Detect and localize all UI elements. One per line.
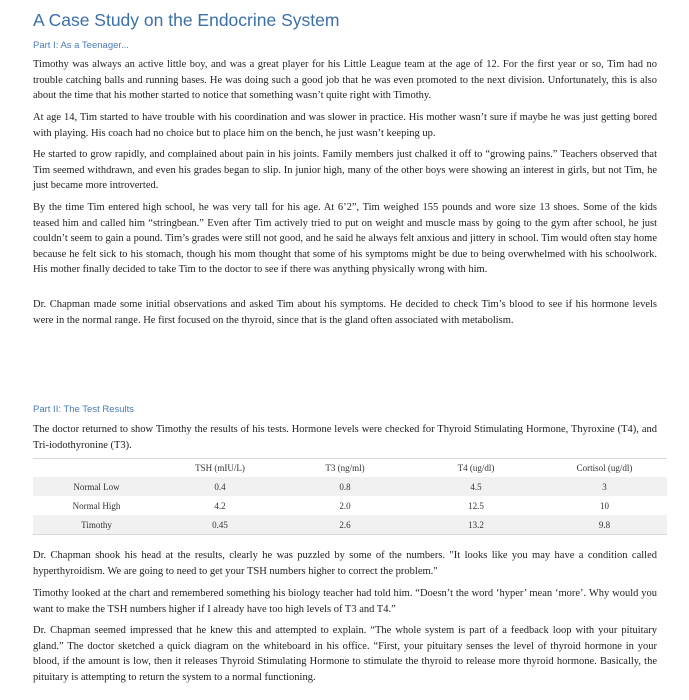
part-2-paragraph-2: Timothy looked at the chart and remembered something his biology teacher had told him. “Doesn’t the word ‘hyper’ mean ‘more’. Why would you want to make the TSH numbers higher if I already have too high levels of T3 and T4.” xyxy=(33,588,657,615)
table-cell: 12.5 xyxy=(468,500,484,511)
part-1-paragraph-5: Dr. Chapman made some initial observations and asked Tim about his symptoms. He decided to check Tim’s blood to see if his hormone levels were in the normal range. He first focused on the thyroid, since that is the gland often associated with metabolism. xyxy=(33,299,657,326)
part-2-paragraph-1: Dr. Chapman shook his head at the results, clearly he was puzzled by some of the numbers. "It looks like you may have a condition called hyperthyroidism. We are going to need to get your TSH numbers higher to correct the problem." xyxy=(33,550,657,577)
table-cell: 0.8 xyxy=(280,477,410,496)
part-1-paragraph-3: He started to grow rapidly, and complained about pain in his joints. Family members just chalked it off to “growing pains.” Teachers observed that Tim seemed withdrawn, and even his grades began to slip. In junior high, many of the other boys were showing an interest in girls, but not Tim, he just became more introverted. xyxy=(33,149,657,192)
column-header-tsh: TSH (mIU/L) xyxy=(160,459,280,478)
document-title: A Case Study on the Endocrine System xyxy=(33,10,340,30)
part-1-heading: Part I: As a Teenager... xyxy=(33,40,129,51)
column-header xyxy=(33,459,160,478)
table-cell: 13.2 xyxy=(410,515,542,535)
table-row-timothy xyxy=(33,515,667,535)
table-cell: 0.4 xyxy=(160,477,280,496)
part-1-paragraph-2: At age 14, Tim started to have trouble with his coordination and was slower in practice. His mother wasn’t sure if maybe he was just getting bored with playing. His coach had no choice but to place him on the bench, he just wasn’t keeping up. xyxy=(33,112,657,139)
part-1-paragraph-4: By the time Tim entered high school, he was very tall for his age. At 6’2”, Tim weighed 155 pounds and wore size 13 shoes. Some of the kids teased him and called him “stringbean.” Even after Tim actively tried to put on weight and muscle mass by going to the gym after school, he just couldn’t seem to gain a pound. Tim’s grades were still not good, and he said he always felt anxious and jittery in school. Tim would often stay home because he felt sick to his stomach, though his mom thought that some of his symptoms might be due to being overwhelmed with his schoolwork. His mother finally decided to take Tim to the doctor to see if there was anything physically wrong with him. xyxy=(33,202,657,276)
column-header-t4: T4 (ug/dl) xyxy=(410,459,542,478)
column-header-t3: T3 (ng/ml) xyxy=(280,459,410,478)
table-cell: 4.5 xyxy=(410,477,542,496)
row-label: Timothy xyxy=(33,515,160,535)
part-1-paragraph-1: Timothy was always an active little boy, and was a great player for his Little League team at the age of 12. For the first year or so, Tim had no trouble catching balls and running bases. He was doing such a good job that he was even promoted to the next division. Unfortunately, this is also about the time that his mother started to notice that something wasn’t quite right with Timothy. xyxy=(33,59,657,102)
column-header-cortisol: Cortisol (ug/dl) xyxy=(542,459,667,478)
test-results-table xyxy=(33,458,667,535)
table-cell: 9.8 xyxy=(542,515,667,535)
table-header-row xyxy=(33,459,667,478)
table-cell: 2.0 xyxy=(339,500,351,511)
table-cell: 3 xyxy=(542,477,667,496)
table-cell: 4.2 xyxy=(214,500,226,511)
table-cell: 2.6 xyxy=(280,515,410,535)
part-2-heading: Part II: The Test Results xyxy=(33,404,135,415)
row-label: Normal High xyxy=(72,500,121,511)
table-row-normal-high xyxy=(33,496,667,515)
row-label: Normal Low xyxy=(33,477,160,496)
table-cell: 0.45 xyxy=(160,515,280,535)
part-2-paragraph-3: Dr. Chapman seemed impressed that he knew this and attempted to explain. “The whole system is part of a feedback loop with your pituitary gland.” The doctor sketched a quick diagram on the whiteboard in his office. “First, your pituitary senses the level of thyroid hormone in your blood, if the amount is low, then it releases Thyroid Stimulating Hormone to stimulate the thyroid to release more thyroid hormone. Basically, the pituitary is attempting to return the system to a normal functioning. xyxy=(33,625,657,683)
table-row-normal-low xyxy=(33,477,667,496)
table-cell: 10 xyxy=(600,500,609,511)
part-2-intro: The doctor returned to show Timothy the results of his tests. Hormone levels were checked for Thyroid Stimulating Hormone, Thyroxine (T4), and Tri-iodothyronine (T3). xyxy=(33,424,657,451)
